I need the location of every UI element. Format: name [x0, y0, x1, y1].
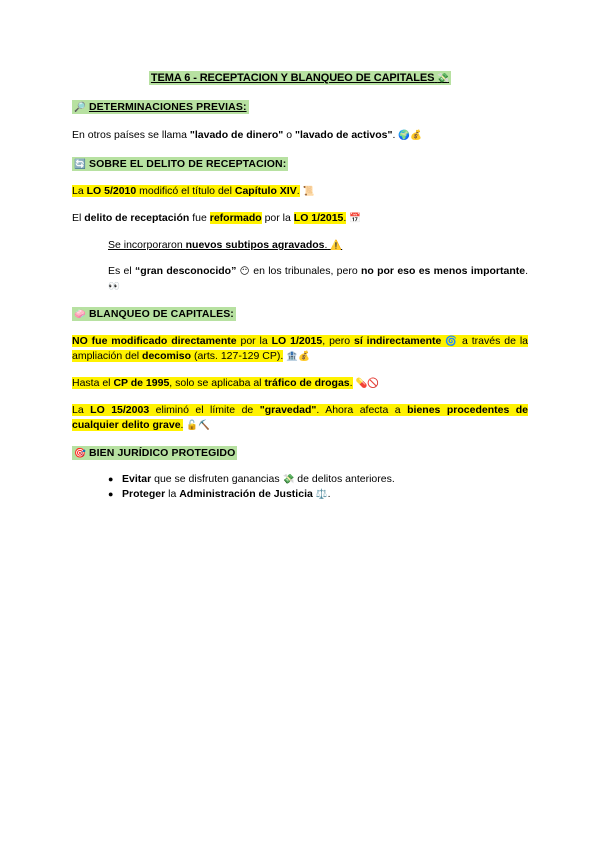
text-run: Evitar	[122, 473, 152, 485]
unlock-pick-icon: 🔓⛏️	[186, 420, 211, 431]
no-mouth-face-icon: 😶	[239, 266, 250, 277]
heading-text: BIEN JURÍDICO PROTEGIDO	[88, 447, 236, 459]
magnifier-icon: 🔎	[74, 102, 86, 113]
text-run: LO 1/2015	[271, 335, 323, 347]
text-run: Proteger	[122, 488, 166, 500]
text-run: Se incorporaron	[108, 239, 186, 251]
text-run: modificó el título del	[136, 185, 235, 197]
section-heading-bien-juridico	[72, 446, 237, 460]
section-heading-receptacion	[72, 157, 288, 171]
heading-text: BLANQUEO DE CAPITALES:	[88, 308, 234, 320]
warning-icon: ⚠️	[330, 240, 343, 251]
text-run: .	[324, 239, 328, 251]
title-text: TEMA 6 - RECEPTACION Y BLANQUEO DE CAPITALES	[150, 72, 435, 84]
scales-icon: ⚖️	[315, 489, 328, 500]
bullet-icon: ●	[108, 489, 114, 499]
globe-money-icon: 🌍💰	[398, 130, 422, 141]
money-wings-icon: 💸	[282, 474, 295, 485]
text-run: LO 5/2010	[86, 185, 137, 197]
text-run: El	[72, 212, 85, 224]
bullet-icon: ●	[108, 474, 114, 484]
text-run: nuevos subtipos agravados	[185, 239, 325, 251]
text-run: .	[525, 265, 528, 277]
text-run: NO fue modificado directamente	[72, 335, 237, 347]
text-run: “gran desconocido”	[135, 265, 237, 277]
paragraph-gran-desconocido	[108, 264, 528, 294]
text-run: de delitos anteriores.	[294, 473, 395, 485]
text-run: sí indirectamente	[354, 335, 442, 347]
text-run: a través de la ampliación del	[72, 335, 528, 362]
text-run: la	[165, 488, 180, 500]
text-run: Capítulo XIV	[234, 185, 297, 197]
text-run: .	[296, 185, 300, 197]
text-run: En otros países se llama	[72, 129, 190, 141]
heading-text: DETERMINACIONES PREVIAS:	[88, 101, 247, 113]
target-icon: 🎯	[74, 448, 86, 459]
section-heading-blanqueo	[72, 307, 236, 321]
paragraph-lo-2010	[72, 184, 528, 199]
pill-prohibited-icon: 💊🚫	[355, 378, 380, 389]
text-run: en los tribunales, pero	[249, 265, 361, 277]
list-item	[108, 487, 331, 502]
text-run: La	[72, 404, 91, 416]
text-run: o	[283, 129, 295, 141]
text-run: eliminó el límite de	[149, 404, 260, 416]
text-run: LO 15/2003	[90, 404, 150, 416]
cycle-icon: 🔄	[74, 159, 86, 170]
text-run: Administración de Justicia	[179, 488, 313, 500]
paragraph-subtipos	[108, 238, 528, 253]
text-run: Es el	[108, 265, 136, 277]
text-run: no por eso es menos importante	[360, 265, 526, 277]
paragraph-reformado	[72, 211, 528, 226]
text-run: delito de receptación	[84, 212, 190, 224]
document-title	[72, 72, 528, 84]
text-run: fue	[189, 212, 210, 224]
text-run: bienes procedentes de cualquier delito grave	[72, 404, 529, 431]
text-run: por la	[236, 335, 272, 347]
text-run: , solo se aplicaba al	[169, 377, 265, 389]
paragraph-no-modificado	[72, 334, 528, 364]
eyes-icon: 👀	[108, 281, 120, 292]
soap-icon: 🧼	[74, 309, 86, 320]
list-item	[108, 472, 395, 487]
paragraph-cp-1995	[72, 376, 528, 391]
text-run: tráfico de drogas	[264, 377, 350, 389]
text-run: "lavado de dinero"	[189, 129, 284, 141]
text-run: que se disfruten ganancias	[151, 473, 283, 485]
text-run: . Ahora afecta a	[316, 404, 408, 416]
text-run: .	[343, 212, 347, 224]
text-run: .	[180, 419, 184, 431]
text-run: "gravedad"	[259, 404, 317, 416]
section-heading-determinaciones	[72, 100, 249, 114]
text-run: CP de 1995	[113, 377, 170, 389]
bank-money-icon: 🏦💰	[286, 351, 310, 362]
text-run: reformado	[209, 212, 262, 224]
calendar-icon: 📅	[349, 213, 362, 224]
text-run: (arts. 127-129 CP).	[191, 350, 284, 362]
text-run: .	[349, 377, 353, 389]
money-wings-icon: 💸	[437, 73, 450, 84]
text-run: "lavado de activos"	[294, 129, 393, 141]
cyclone-icon: 🌀	[445, 336, 459, 347]
text-run: Hasta el	[72, 377, 114, 389]
text-run: decomiso	[142, 350, 192, 362]
text-run: La	[72, 185, 87, 197]
paragraph-lo-2003	[72, 403, 528, 433]
text-run: por la	[261, 212, 294, 224]
scroll-icon: 📜	[302, 186, 315, 197]
text-run: .	[392, 129, 396, 141]
paragraph-lavado	[72, 128, 528, 143]
heading-text: SOBRE EL DELITO DE RECEPTACION:	[88, 158, 287, 170]
text-run: , pero	[322, 335, 354, 347]
text-run: LO 1/2015	[293, 212, 344, 224]
text-run: .	[327, 488, 331, 500]
